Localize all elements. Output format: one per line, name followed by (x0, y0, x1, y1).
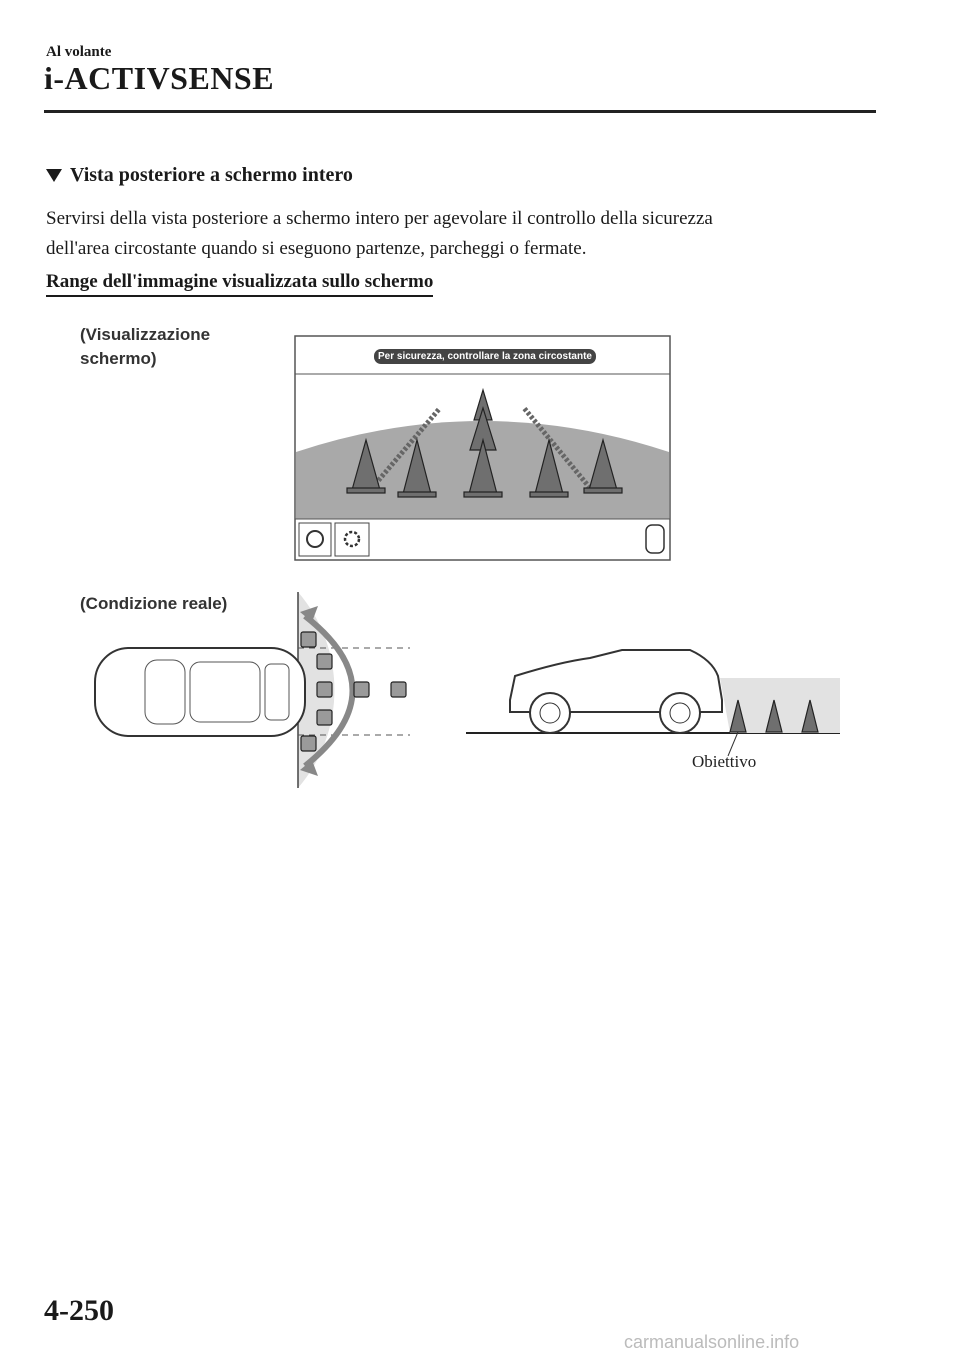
section-label: Al volante (46, 44, 112, 60)
subsection-title-text: Vista posteriore a schermo intero (70, 164, 353, 186)
screen-label-line1: (Visualizzazione (80, 325, 211, 344)
car-view-icon[interactable] (646, 525, 664, 553)
watermark: carmanualsonline.info (624, 1332, 800, 1352)
camera-switch-icon[interactable] (299, 523, 331, 556)
page-number: 4-250 (44, 1294, 114, 1327)
real-label: (Condizione reale) (80, 594, 228, 613)
range-heading: Range dell'immagine visualizzata sullo schermo (46, 271, 433, 297)
settings-gear-icon[interactable] (335, 523, 369, 556)
top-view-diagram (95, 592, 410, 788)
body-line-1: Servirsi della vista posteriore a schermo intero per agevolare il controllo della sicurezza (46, 208, 713, 229)
side-view-diagram (466, 650, 840, 756)
screen-label-line2: schermo) (80, 349, 157, 368)
target-label: Obiettivo (692, 752, 757, 771)
screen-banner: Per sicurezza, controllare la zona circostante (378, 351, 592, 362)
body-line-2: dell'area circostante quando si eseguono partenze, parcheggi o fermate. (46, 238, 587, 259)
screen-display (295, 336, 670, 560)
chapter-title: i-ACTIVSENSE (44, 60, 275, 96)
